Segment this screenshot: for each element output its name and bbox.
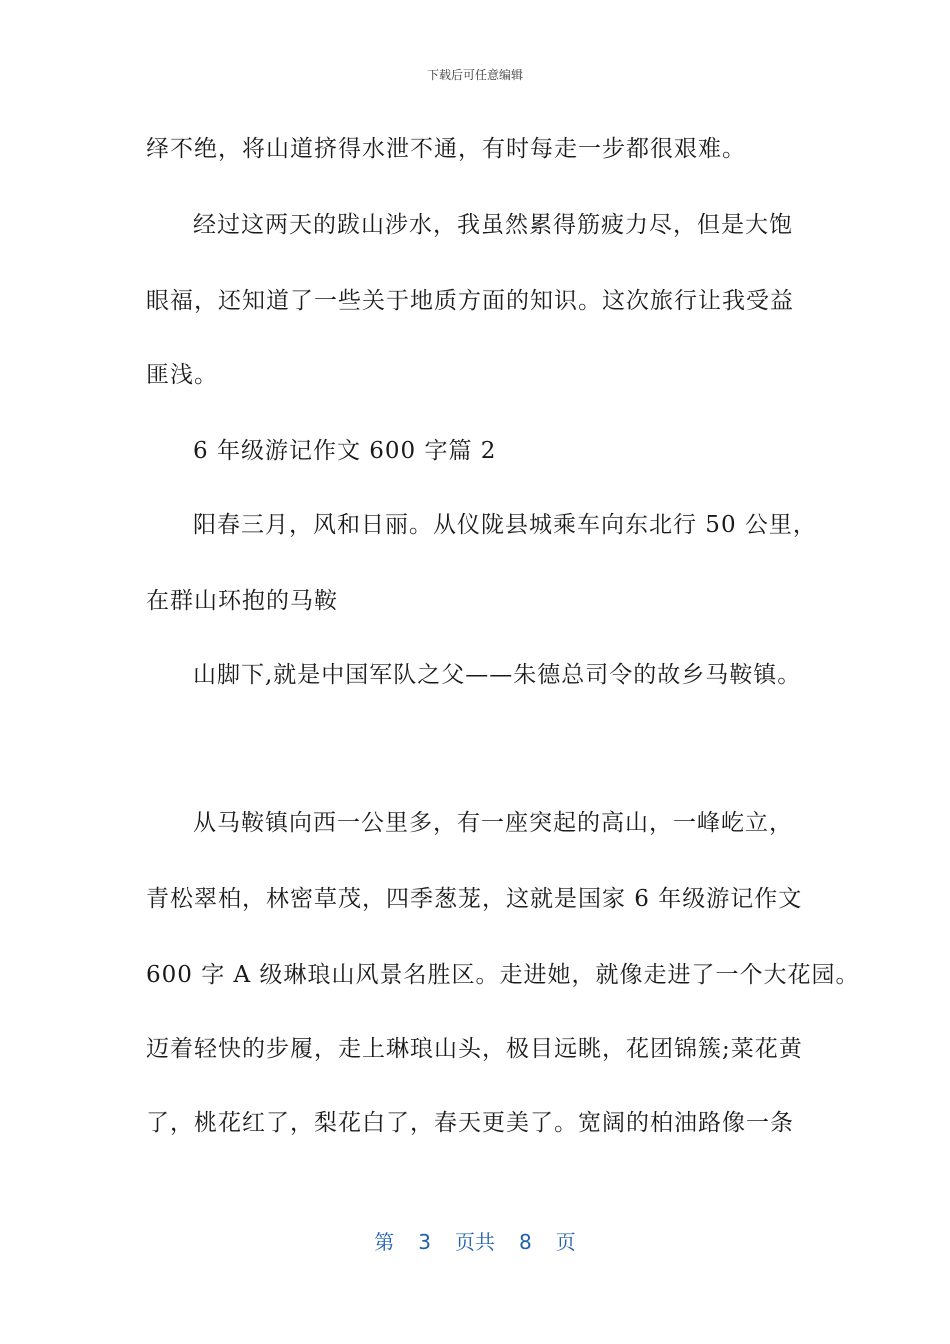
body-line: 山脚下,就是中国军队之父——朱德总司令的故乡马鞍镇。 [193, 662, 802, 688]
page-header: 下载后可任意编辑 [426, 68, 523, 82]
body-line: 迈着轻快的步履，走上琳琅山头，极目远眺，花团锦簇;菜花黄 [146, 1036, 803, 1062]
body-line: 阳春三月，风和日丽。从仪陇县城乘车向东北行 50 公里， [193, 512, 817, 538]
body-line: 在群山环抱的马鞍 [146, 588, 338, 614]
body-line: 青松翠柏，林密草茂，四季葱茏，这就是国家 6 年级游记作文 [146, 886, 803, 912]
body-line: 经过这两天的跋山涉水，我虽然累得筋疲力尽，但是大饱 [193, 212, 793, 238]
body-line: 绎不绝，将山道挤得水泄不通，有时每走一步都很艰难。 [146, 136, 746, 162]
body-line: 从马鞍镇向西一公里多，有一座突起的高山，一峰屹立， [193, 810, 793, 836]
page-footer [0, 1226, 950, 1255]
body-line: 了，桃花红了，梨花白了，春天更美了。宽阔的柏油路像一条 [146, 1110, 794, 1136]
footer-suffix: 页 [555, 1230, 576, 1254]
body-line: 匪浅。 [146, 362, 218, 388]
section-heading: 6 年级游记作文 600 字篇 2 [193, 438, 497, 464]
body-line: 眼福，还知道了一些关于地质方面的知识。这次旅行让我受益 [146, 288, 794, 314]
footer-prefix: 第 [374, 1230, 395, 1254]
body-line: 600 字 A 级琳琅山风景名胜区。走进她，就像走进了一个大花园。 [146, 962, 860, 988]
footer-current-page: 3 [418, 1230, 431, 1254]
footer-total-pages: 8 [519, 1230, 532, 1254]
footer-middle: 页共 [455, 1230, 495, 1254]
